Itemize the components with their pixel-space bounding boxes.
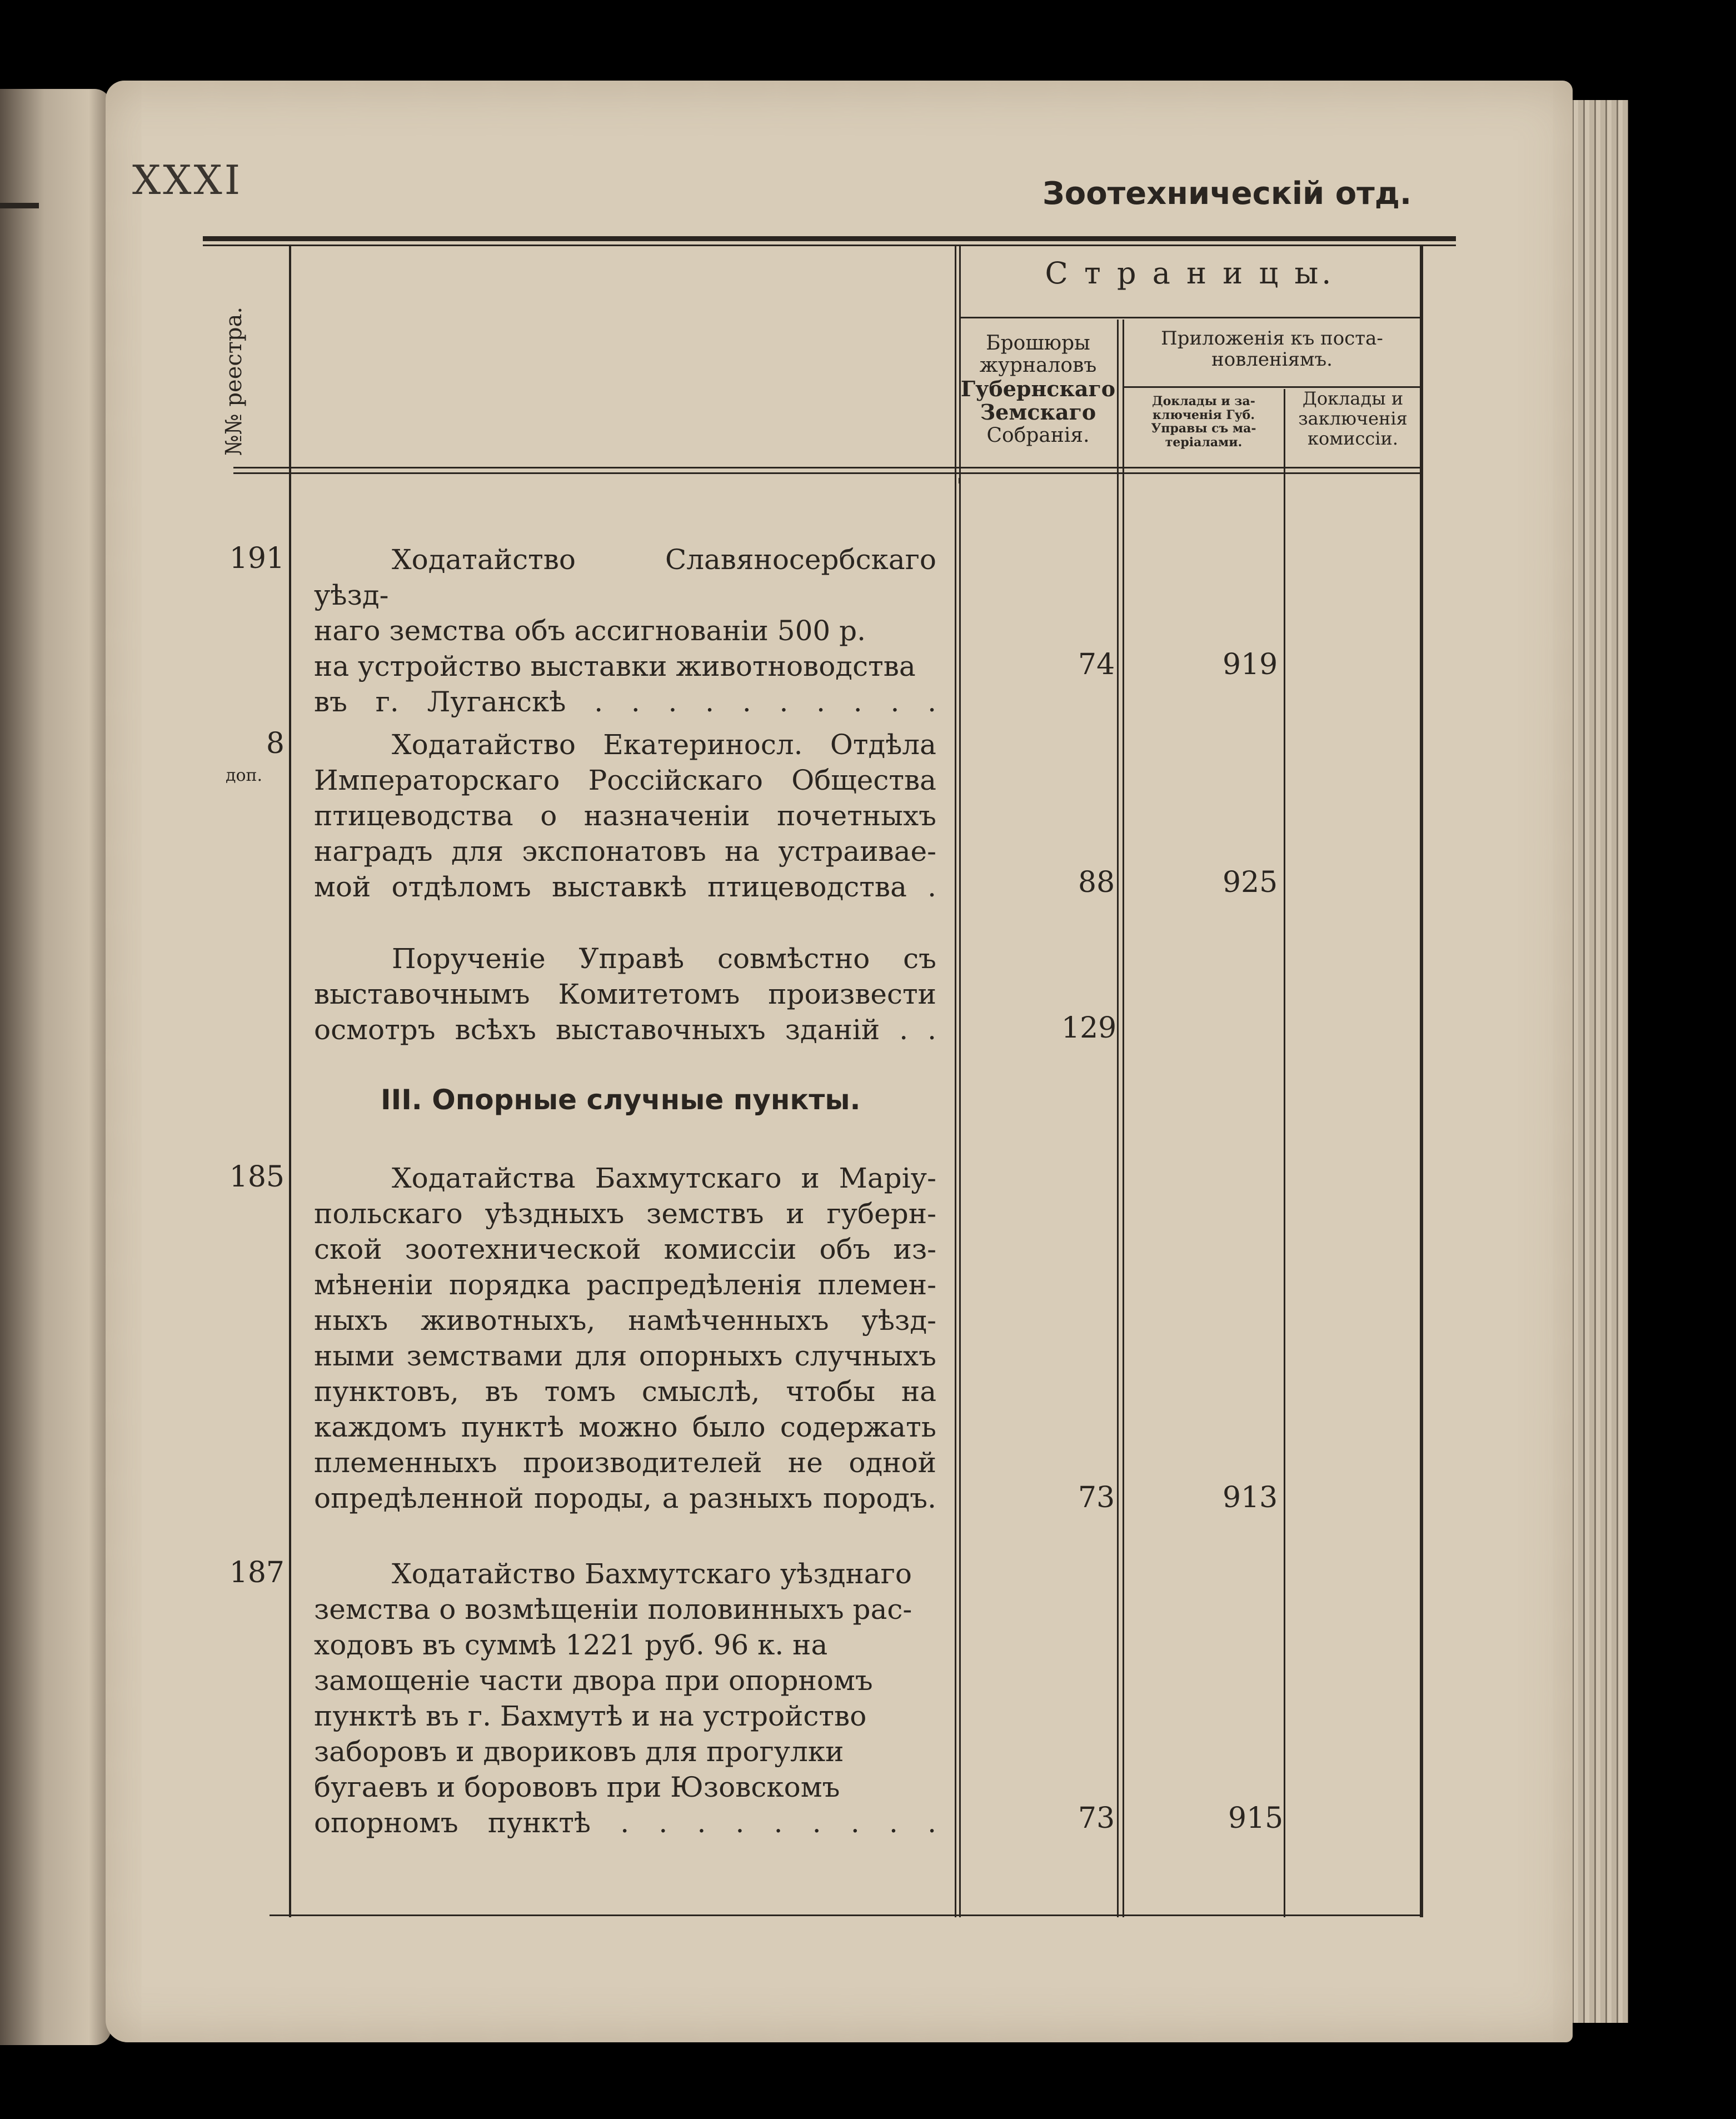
brochure-page: 74	[1078, 648, 1115, 681]
table-header-bottom-rule	[233, 467, 1420, 468]
registry-number: 187	[229, 1556, 285, 1589]
entry-text: Ходатайства Бахмутскаго и Маріу- польскаго уѣздныхъ земствъ и губерн- ской зоотехнической комиссіи объ из- мѣненіи порядка распредѣленія племен- ныхъ животныхъ, намѣченныхъ уѣзд- ными земствами для опорныхъ случныхъ пунктовъ, въ томъ смыслѣ, чтобы на каждомъ пунктѣ можно было содержать племенныхъ производителей не одной опредѣленной породы, а разныхъ породъ.	[314, 1162, 936, 1514]
column-divider-brochures	[1117, 320, 1119, 1917]
report-page: 919	[1223, 648, 1278, 681]
board-reports-column-header: Доклады и за- ключенія Губ. Управы съ ма- теріалами.	[1151, 394, 1256, 450]
report-page: 913	[1223, 1481, 1278, 1514]
table-right-border	[1420, 245, 1423, 1917]
tick	[959, 478, 960, 483]
appendices-column-header: Приложенія къ поста- новленіямъ.	[1161, 327, 1383, 371]
brochures-column-header: Брошюры журналовъ Губернскаго Земскаго Собранія.	[960, 332, 1116, 447]
left-page-edge	[0, 89, 111, 2045]
section-heading: III. Опорные случные пункты.	[381, 1084, 861, 1116]
brochure-page: 88	[1078, 866, 1115, 899]
entry-text: Ходатайство Бахмутскаго уѣзднаго земства о возмѣщеніи половинныхъ рас- ходовъ въ суммѣ 1221 руб. 96 к. на замощеніе части двора при опорномъ пунктѣ въ г. Бахмутѣ и на устройство заборовъ и двориковъ для прогулки бугаевъ и борововъ при Юзовскомъ опорномъ пунктѣ . . . . . . . . .	[314, 1558, 936, 1839]
table-bottom-rule	[270, 1914, 1423, 1916]
column-divider-text	[955, 245, 956, 1917]
column-divider-brochures-2	[1123, 320, 1124, 1917]
header-rule	[203, 236, 1456, 241]
left-page-rule	[0, 203, 39, 208]
brochure-page: 73	[1078, 1802, 1115, 1835]
column-divider-reports	[1284, 389, 1285, 1917]
section-title: Зоотехническій отд.	[1042, 176, 1412, 212]
registry-note: доп.	[226, 766, 263, 785]
report-page: 915	[1228, 1802, 1284, 1835]
column-divider-registry	[289, 245, 291, 1917]
brochure-page: 73	[1078, 1481, 1115, 1514]
brochure-page: 129	[1061, 1011, 1117, 1045]
commission-reports-column-header: Доклады и заключенія комиссіи.	[1298, 388, 1408, 449]
column-divider-text-2	[959, 245, 961, 1917]
page-edges	[1567, 100, 1628, 2023]
pages-header-rule	[959, 317, 1420, 318]
header-rule-thin	[203, 245, 1456, 246]
report-page: 925	[1223, 866, 1278, 899]
pages-column-header: С т р а н и ц ы.	[1045, 256, 1335, 291]
entry-text: Порученіе Управѣ совмѣстно съ выставочнымъ Комитетомъ произвести осмотръ всѣхъ выставочныхъ зданій . .	[314, 943, 936, 1046]
entry-text: Ходатайство Славяносербскаго уѣзд- наго земства объ ассигнованіи 500 р. на устройство выставки животноводства въ г. Луганскѣ . . . . . . . . . .	[314, 544, 936, 718]
table-header-bottom-rule-2	[233, 472, 1420, 474]
registry-column-header: №№ реестра.	[221, 306, 247, 456]
registry-number: 185	[229, 1160, 285, 1194]
registry-number: 8	[266, 727, 285, 760]
entry-text: Ходатайство Екатериносл. Отдѣла Императорскаго Россійскаго Общества птицеводства о назначеніи почетныхъ наградъ для экспонатовъ на устраивае- мой отдѣломъ выставкѣ птицеводства .	[314, 729, 936, 903]
page-number: XXXI	[132, 157, 243, 203]
registry-number: 191	[229, 542, 285, 575]
